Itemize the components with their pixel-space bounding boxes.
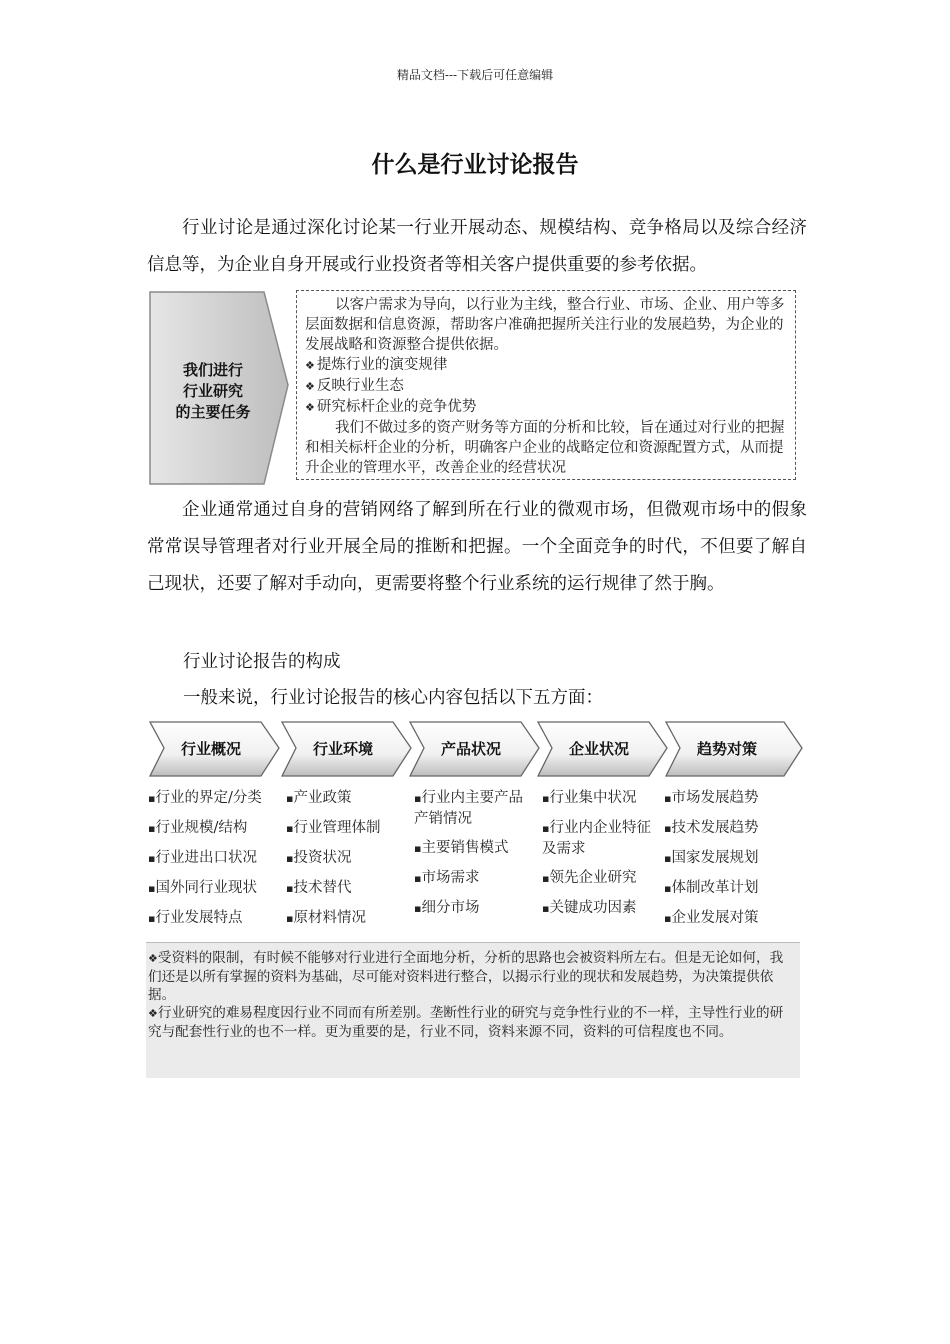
paragraph-intro: 行业讨论是通过深化讨论某一行业开展动态、规模结构、竞争格局以及综合经济信息等，为企业自身开展或行业投资者等相关客户提供重要的参考依据。: [147, 218, 807, 275]
list-item: ▪ 行业规模/结构: [148, 818, 284, 839]
column-title-trends: 趋势对策: [696, 740, 757, 758]
list-item: ▪ 行业发展特点: [148, 908, 284, 929]
list-item: ▪ 细分市场: [414, 898, 526, 919]
list-item: ▪ 体制改革计划: [664, 878, 794, 899]
note-item: ❖ 行业研究的难易程度因行业不同而有所差别。垄断性行业的研究与竞争性行业的不一样，主导性行业的研究与配套性行业的也不一样。更为重要的是，行业不同，资料来源不同，资料的可信程度也不同。: [148, 1004, 794, 1041]
list-item: ▪ 行业集中状况: [542, 788, 654, 809]
list-item: ▪ 行业内主要产品产销情况: [414, 788, 526, 829]
list-item: ▪ 技术替代: [286, 878, 408, 899]
column-products: [414, 788, 526, 928]
research-tasks-figure: [148, 290, 808, 486]
list-item: ▪ 行业内企业特征及需求: [542, 818, 654, 859]
list-item: ▪ 国外同行业现状: [148, 878, 284, 899]
paragraph-market: 企业通常通过自身的营销网络了解到所在行业的微观市场，但微观市场中的假象常常误导管理者对行业开展全局的推断和把握。一个全面竞争的时代，不但要了解自己现状，还要了解对手动向，更需要将整个行业系统的运行规律了然于胸。: [147, 500, 807, 594]
list-item: ▪ 主要销售模式: [414, 838, 526, 859]
header-note: 精品文档---下载后可任意编辑: [396, 68, 554, 82]
figure-notes: [146, 942, 800, 1078]
list-item: ▪ 国家发展规划: [664, 848, 794, 869]
task-bullet: ❖ 提炼行业的演变规律: [305, 355, 787, 376]
list-item: ▪ 投资状况: [286, 848, 408, 869]
column-trends: [664, 788, 794, 938]
column-title-overview: 行业概况: [180, 740, 241, 758]
section-heading-composition: 行业讨论报告的构成: [183, 652, 341, 672]
task-intro: 以客户需求为导向，以行业为主线，整合行业、市场、企业、用户等多层面数据和信息资源，帮助客户准确把握所关注行业的发展趋势，为企业的发展战略和资源整合提供依据。: [305, 297, 785, 353]
task-label-line: 行业研究: [182, 382, 243, 400]
task-bullet: ❖ 反映行业生态: [305, 376, 787, 397]
list-item: ▪ 市场发展趋势: [664, 788, 794, 809]
task-label-line: 我们进行: [182, 361, 243, 379]
list-item: ▪ 企业发展对策: [664, 908, 794, 929]
column-title-products: 产品状况: [440, 740, 501, 758]
column-title-enterprises: 企业状况: [568, 740, 629, 758]
report-structure-figure: [146, 716, 806, 1076]
list-item: ▪ 原材料情况: [286, 908, 408, 929]
column-enterprises: [542, 788, 654, 928]
list-item: ▪ 行业的界定/分类: [148, 788, 284, 809]
task-description-box: [296, 290, 796, 480]
list-item: ▪ 领先企业研究: [542, 868, 654, 889]
column-overview: [148, 788, 284, 938]
list-item: ▪ 技术发展趋势: [664, 818, 794, 839]
task-label-line: 的主要任务: [175, 403, 251, 421]
column-title-environment: 行业环境: [312, 740, 373, 758]
list-item: ▪ 产业政策: [286, 788, 408, 809]
task-closing: 我们不做过多的资产财务等方面的分析和比较，旨在通过对行业的把握和相关标杆企业的分析，明确客户企业的战略定位和资源配置方式，从而提升企业的管理水平，改善企业的经营状况: [305, 420, 785, 476]
list-item: ▪ 市场需求: [414, 868, 526, 889]
list-item: ▪ 行业管理体制: [286, 818, 408, 839]
task-bullet: ❖ 研究标杆企业的竞争优势: [305, 397, 787, 418]
list-item: ▪ 关键成功因素: [542, 898, 654, 919]
column-environment: [286, 788, 408, 938]
paragraph-five-aspects: 一般来说，行业讨论报告的核心内容包括以下五方面：: [183, 688, 603, 708]
list-item: ▪ 行业进出口状况: [148, 848, 284, 869]
page-title: 什么是行业讨论报告: [371, 152, 579, 178]
task-label: [158, 360, 268, 423]
note-item: ❖ 受资料的限制，有时候不能够对行业进行全面地分析，分析的思路也会被资料所左右。但是无论如何，我们还是以所有掌握的资料为基础，尽可能对资料进行整合，以揭示行业的现状和发展趋势，为决策提供依据。: [148, 949, 794, 1004]
